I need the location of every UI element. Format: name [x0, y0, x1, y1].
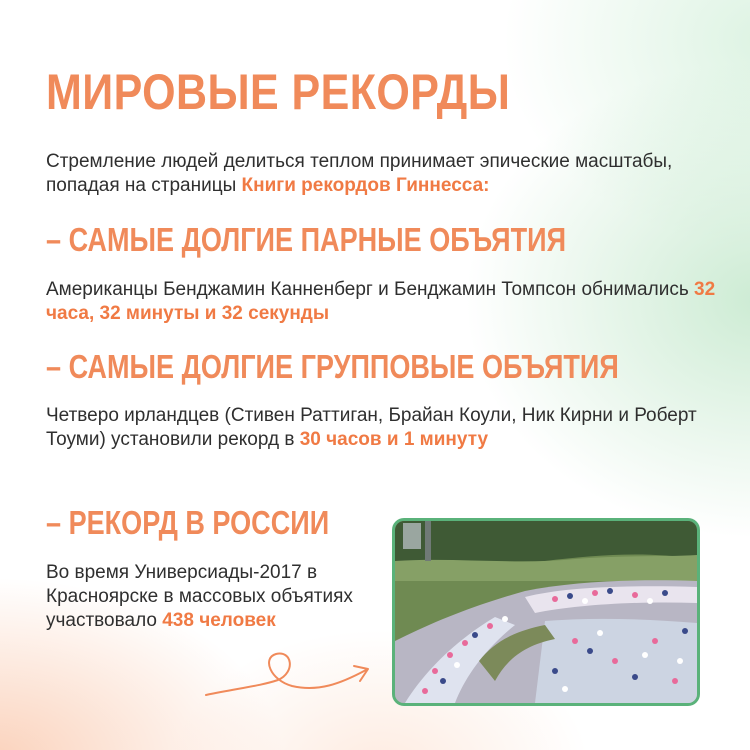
- heading-group-hug: – САМЫЕ ДОЛГИЕ ГРУППОВЫЕ ОБЪЯТИЯ: [46, 348, 619, 385]
- russia-record-plain: Во время Универсиады-2017 в Красноярске в массовых объятиях участвовало: [46, 562, 353, 631]
- heading-pair-hug: – САМЫЕ ДОЛГИЕ ПАРНЫЕ ОБЪЯТИЯ: [46, 221, 567, 258]
- pair-hug-text: [46, 278, 726, 326]
- group-hug-text: [46, 404, 726, 452]
- event-photo: [392, 518, 700, 706]
- pair-hug-highlight: 32 часа, 32 минуты и 32 секунды: [46, 279, 716, 324]
- intro-text: [46, 150, 706, 198]
- heading-russia-record: – РЕКОРД В РОССИИ: [46, 504, 330, 541]
- pair-hug-plain: Американцы Бенджамин Канненберг и Бенджамин Томпсон обнимались: [46, 279, 695, 300]
- crowd-photo-illustration: [395, 521, 697, 703]
- russia-record-highlight: 438 человек: [162, 610, 276, 631]
- russia-record-text: [46, 561, 356, 633]
- intro-text-plain: Стремление людей делиться теплом принимает эпические масштабы, попадая на страницы: [46, 151, 673, 196]
- page-title: МИРОВЫЕ РЕКОРДЫ: [46, 64, 511, 120]
- group-hug-plain: Четверо ирландцев (Стивен Раттиган, Брайан Коули, Ник Кирни и Роберт Тоуми) установили рекорд в: [46, 405, 697, 450]
- intro-highlight: Книги рекордов Гиннесса:: [241, 175, 490, 196]
- curved-arrow-icon: [200, 640, 380, 710]
- group-hug-highlight: 30 часов и 1 минуту: [299, 429, 489, 450]
